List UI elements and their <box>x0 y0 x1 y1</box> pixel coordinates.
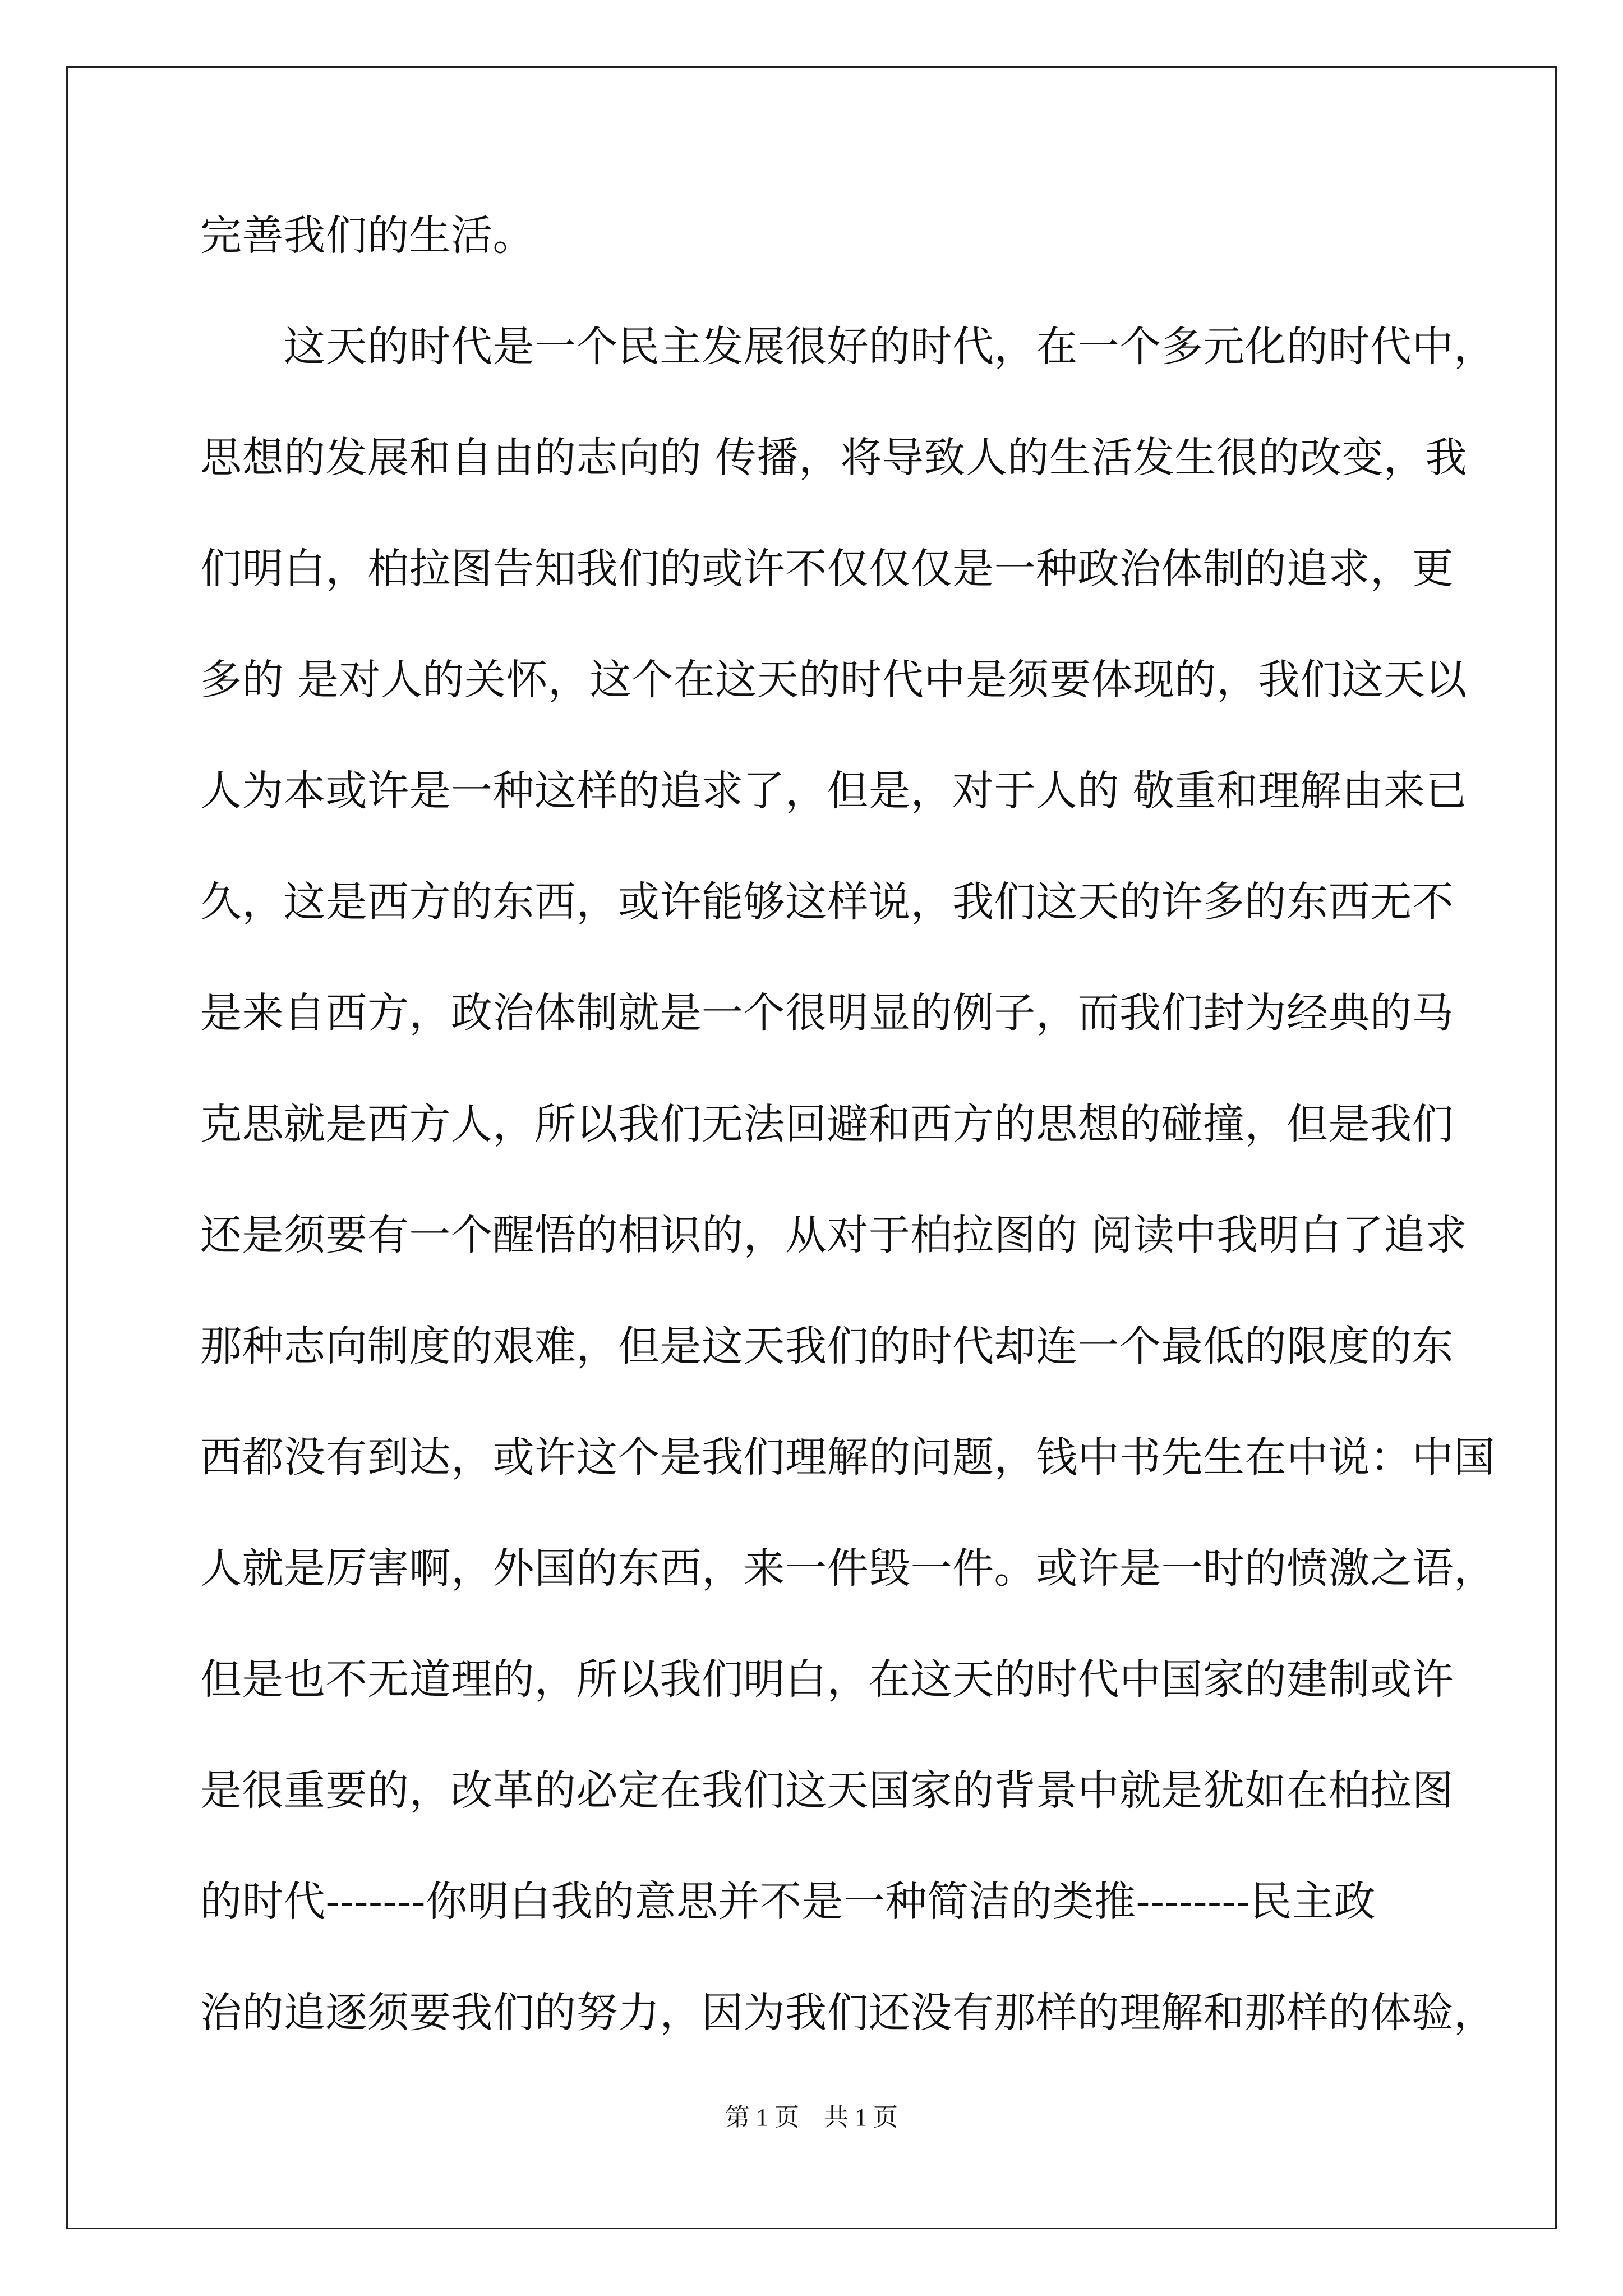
page-number-footer: 第 1 页 共 1 页 <box>725 2104 898 2131</box>
text-line: 思想的发展和自由的志向的 传播，将导致人的生活发生很的改变，我 <box>200 434 1468 482</box>
text-line: 这天的时代是一个民主发展很好的时代，在一个多元化的时代中， <box>200 323 1496 371</box>
text-line: 久，这是西方的东西，或许能够这样说，我们这天的许多的东西无不 <box>200 878 1454 926</box>
text-line: 多的 是对人的关怀，这个在这天的时代中是须要体现的，我们这天以 <box>200 656 1468 704</box>
text-line: 还是须要有一个醒悟的相识的，从对于柏拉图的 阅读中我明白了追求 <box>200 1211 1468 1259</box>
text-line: 那种志向制度的艰难，但是这天我们的时代却连一个最低的限度的东 <box>200 1322 1454 1370</box>
text-line: 们明白，柏拉图告知我们的或许不仅仅仅是一种政治体制的追求，更 <box>200 545 1454 593</box>
text-line: 但是也不无道理的，所以我们明白，在这天的时代中国家的建制或许 <box>200 1655 1454 1704</box>
text-line: 的时代-------你明白我的意思并不是一种简洁的类推--------民主政 <box>200 1878 1376 1926</box>
text-line: 人就是厉害啊，外国的东西，来一件毁一件。或许是一时的愤激之语， <box>200 1544 1496 1593</box>
text-line: 是来自西方，政治体制就是一个很明显的例子，而我们封为经典的马 <box>200 989 1454 1037</box>
text-line: 西都没有到达，或许这个是我们理解的问题，钱中书先生在中说：中国 <box>200 1433 1496 1481</box>
text-line: 治的追逐须要我们的努力，因为我们还没有那样的理解和那样的体验， <box>200 1989 1496 2037</box>
text-line: 克思就是西方人，所以我们无法回避和西方的思想的碰撞，但是我们 <box>200 1100 1454 1148</box>
text-line: 是很重要的，改革的必定在我们这天国家的背景中就是犹如在柏拉图 <box>200 1766 1454 1815</box>
text-line: 完善我们的生活。 <box>200 211 534 260</box>
text-line: 人为本或许是一种这样的追求了，但是，对于人的 敬重和理解由来已 <box>200 767 1468 815</box>
